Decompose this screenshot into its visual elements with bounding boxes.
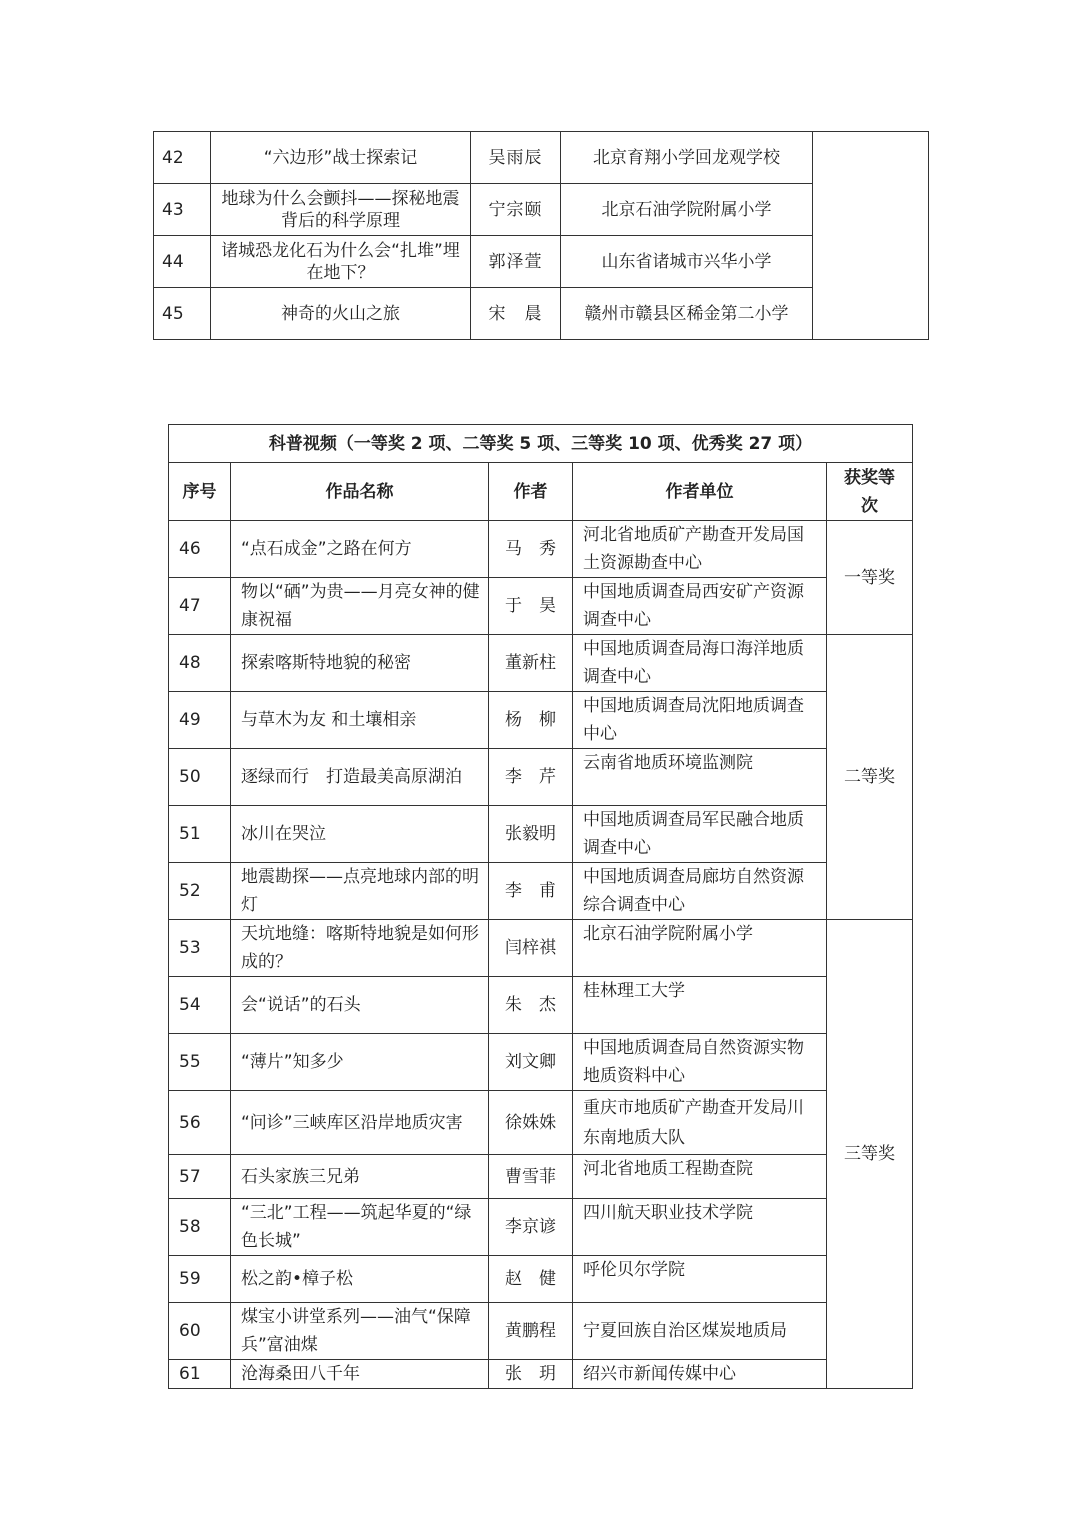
table-row bbox=[154, 184, 929, 236]
author-name: 曹雪菲 bbox=[489, 1155, 573, 1199]
author-name: 朱 杰 bbox=[489, 977, 573, 1034]
table-row bbox=[169, 1091, 913, 1155]
work-title: 地球为什么会颤抖——探秘地震背后的科学原理 bbox=[211, 184, 471, 236]
author-name: 宋 晨 bbox=[471, 288, 561, 340]
award-table-continued bbox=[153, 131, 929, 340]
work-title: “三北”工程——筑起华夏的“绿色长城” bbox=[231, 1199, 489, 1256]
row-number: 56 bbox=[169, 1091, 231, 1155]
award-cell-empty bbox=[813, 132, 929, 340]
row-number: 44 bbox=[154, 236, 211, 288]
row-number: 61 bbox=[169, 1360, 231, 1389]
author-name: 董新柱 bbox=[489, 635, 573, 692]
table-row bbox=[169, 521, 913, 578]
author-name: 杨 柳 bbox=[489, 692, 573, 749]
work-title: 诸城恐龙化石为什么会“扎堆”埋在地下？ bbox=[211, 236, 471, 288]
award-level-second: 二等奖 bbox=[827, 635, 913, 920]
author-name: 于 昊 bbox=[489, 578, 573, 635]
author-unit: 中国地质调查局自然资源实物地质资料中心 bbox=[573, 1034, 827, 1091]
author-unit: 重庆市地质矿产勘查开发局川东南地质大队 bbox=[573, 1091, 827, 1155]
author-unit: 中国地质调查局西安矿产资源调查中心 bbox=[573, 578, 827, 635]
table-row bbox=[169, 977, 913, 1034]
table-row bbox=[169, 863, 913, 920]
work-title: 逐绿而行 打造最美高原湖泊 bbox=[231, 749, 489, 806]
work-title: 神奇的火山之旅 bbox=[211, 288, 471, 340]
author-name: 李京谚 bbox=[489, 1199, 573, 1256]
row-number: 45 bbox=[154, 288, 211, 340]
author-unit: 绍兴市新闻传媒中心 bbox=[573, 1360, 827, 1389]
author-name: 张 玥 bbox=[489, 1360, 573, 1389]
row-number: 55 bbox=[169, 1034, 231, 1091]
work-title: 物以“硒”为贵——月亮女神的健康祝福 bbox=[231, 578, 489, 635]
author-unit: 北京石油学院附属小学 bbox=[561, 184, 813, 236]
header-author: 作者 bbox=[489, 463, 573, 521]
header-unit: 作者单位 bbox=[573, 463, 827, 521]
work-title: 与草木为友 和土壤相亲 bbox=[231, 692, 489, 749]
author-name: 李 甫 bbox=[489, 863, 573, 920]
author-unit: 赣州市赣县区稀金第二小学 bbox=[561, 288, 813, 340]
author-name: 刘文卿 bbox=[489, 1034, 573, 1091]
author-name: 李 芹 bbox=[489, 749, 573, 806]
row-number: 49 bbox=[169, 692, 231, 749]
author-name: 吴雨辰 bbox=[471, 132, 561, 184]
table-row bbox=[169, 1303, 913, 1360]
work-title: 会“说话”的石头 bbox=[231, 977, 489, 1034]
work-title: 地震勘探——点亮地球内部的明灯 bbox=[231, 863, 489, 920]
work-title: 沧海桑田八千年 bbox=[231, 1360, 489, 1389]
author-name: 赵 健 bbox=[489, 1256, 573, 1303]
author-name: 徐姝姝 bbox=[489, 1091, 573, 1155]
row-number: 52 bbox=[169, 863, 231, 920]
row-number: 46 bbox=[169, 521, 231, 578]
row-number: 47 bbox=[169, 578, 231, 635]
work-title: 探索喀斯特地貌的秘密 bbox=[231, 635, 489, 692]
table-row bbox=[154, 132, 929, 184]
author-unit: 四川航天职业技术学院 bbox=[573, 1199, 827, 1256]
header-title: 作品名称 bbox=[231, 463, 489, 521]
video-award-table bbox=[168, 424, 913, 1389]
row-number: 42 bbox=[154, 132, 211, 184]
author-unit: 山东省诸城市兴华小学 bbox=[561, 236, 813, 288]
award-level-first: 一等奖 bbox=[827, 521, 913, 635]
table-row bbox=[169, 1155, 913, 1199]
table-row bbox=[169, 1034, 913, 1091]
table-row bbox=[169, 578, 913, 635]
header-award: 获奖等次 bbox=[827, 463, 913, 521]
author-unit: 中国地质调查局军民融合地质调查中心 bbox=[573, 806, 827, 863]
row-number: 54 bbox=[169, 977, 231, 1034]
author-unit: 中国地质调查局沈阳地质调查中心 bbox=[573, 692, 827, 749]
author-unit: 河北省地质矿产勘查开发局国土资源勘查中心 bbox=[573, 521, 827, 578]
row-number: 43 bbox=[154, 184, 211, 236]
row-number: 60 bbox=[169, 1303, 231, 1360]
author-name: 黄鹏程 bbox=[489, 1303, 573, 1360]
table-row bbox=[169, 749, 913, 806]
table-row bbox=[169, 920, 913, 977]
author-name: 宁宗颐 bbox=[471, 184, 561, 236]
author-name: 闫梓祺 bbox=[489, 920, 573, 977]
table-row bbox=[169, 806, 913, 863]
work-title: 煤宝小讲堂系列——油气“保障兵”富油煤 bbox=[231, 1303, 489, 1360]
author-unit: 北京石油学院附属小学 bbox=[573, 920, 827, 977]
table-row bbox=[169, 692, 913, 749]
author-unit: 呼伦贝尔学院 bbox=[573, 1256, 827, 1303]
author-name: 马 秀 bbox=[489, 521, 573, 578]
table-header-row bbox=[169, 463, 913, 521]
table-caption: 科普视频（一等奖 2 项、二等奖 5 项、三等奖 10 项、优秀奖 27 项） bbox=[169, 425, 913, 463]
author-unit: 河北省地质工程勘查院 bbox=[573, 1155, 827, 1199]
work-title: 冰川在哭泣 bbox=[231, 806, 489, 863]
author-name: 张毅明 bbox=[489, 806, 573, 863]
work-title: “问诊”三峡库区沿岸地质灾害 bbox=[231, 1091, 489, 1155]
table-row bbox=[169, 635, 913, 692]
row-number: 58 bbox=[169, 1199, 231, 1256]
work-title: “六边形”战士探索记 bbox=[211, 132, 471, 184]
table-row bbox=[169, 1360, 913, 1389]
header-number: 序号 bbox=[169, 463, 231, 521]
row-number: 53 bbox=[169, 920, 231, 977]
row-number: 57 bbox=[169, 1155, 231, 1199]
table-row bbox=[154, 288, 929, 340]
author-unit: 桂林理工大学 bbox=[573, 977, 827, 1034]
row-number: 50 bbox=[169, 749, 231, 806]
table-row bbox=[169, 1199, 913, 1256]
author-name: 郭泽萱 bbox=[471, 236, 561, 288]
row-number: 51 bbox=[169, 806, 231, 863]
work-title: “薄片”知多少 bbox=[231, 1034, 489, 1091]
work-title: 天坑地缝：喀斯特地貌是如何形成的？ bbox=[231, 920, 489, 977]
table-row bbox=[169, 1256, 913, 1303]
author-unit: 宁夏回族自治区煤炭地质局 bbox=[573, 1303, 827, 1360]
row-number: 59 bbox=[169, 1256, 231, 1303]
work-title: 松之韵•樟子松 bbox=[231, 1256, 489, 1303]
row-number: 48 bbox=[169, 635, 231, 692]
work-title: 石头家族三兄弟 bbox=[231, 1155, 489, 1199]
author-unit: 中国地质调查局海口海洋地质调查中心 bbox=[573, 635, 827, 692]
award-level-third: 三等奖 bbox=[827, 920, 913, 1389]
author-unit: 云南省地质环境监测院 bbox=[573, 749, 827, 806]
table-row bbox=[154, 236, 929, 288]
work-title: “点石成金”之路在何方 bbox=[231, 521, 489, 578]
author-unit: 中国地质调查局廊坊自然资源综合调查中心 bbox=[573, 863, 827, 920]
author-unit: 北京育翔小学回龙观学校 bbox=[561, 132, 813, 184]
